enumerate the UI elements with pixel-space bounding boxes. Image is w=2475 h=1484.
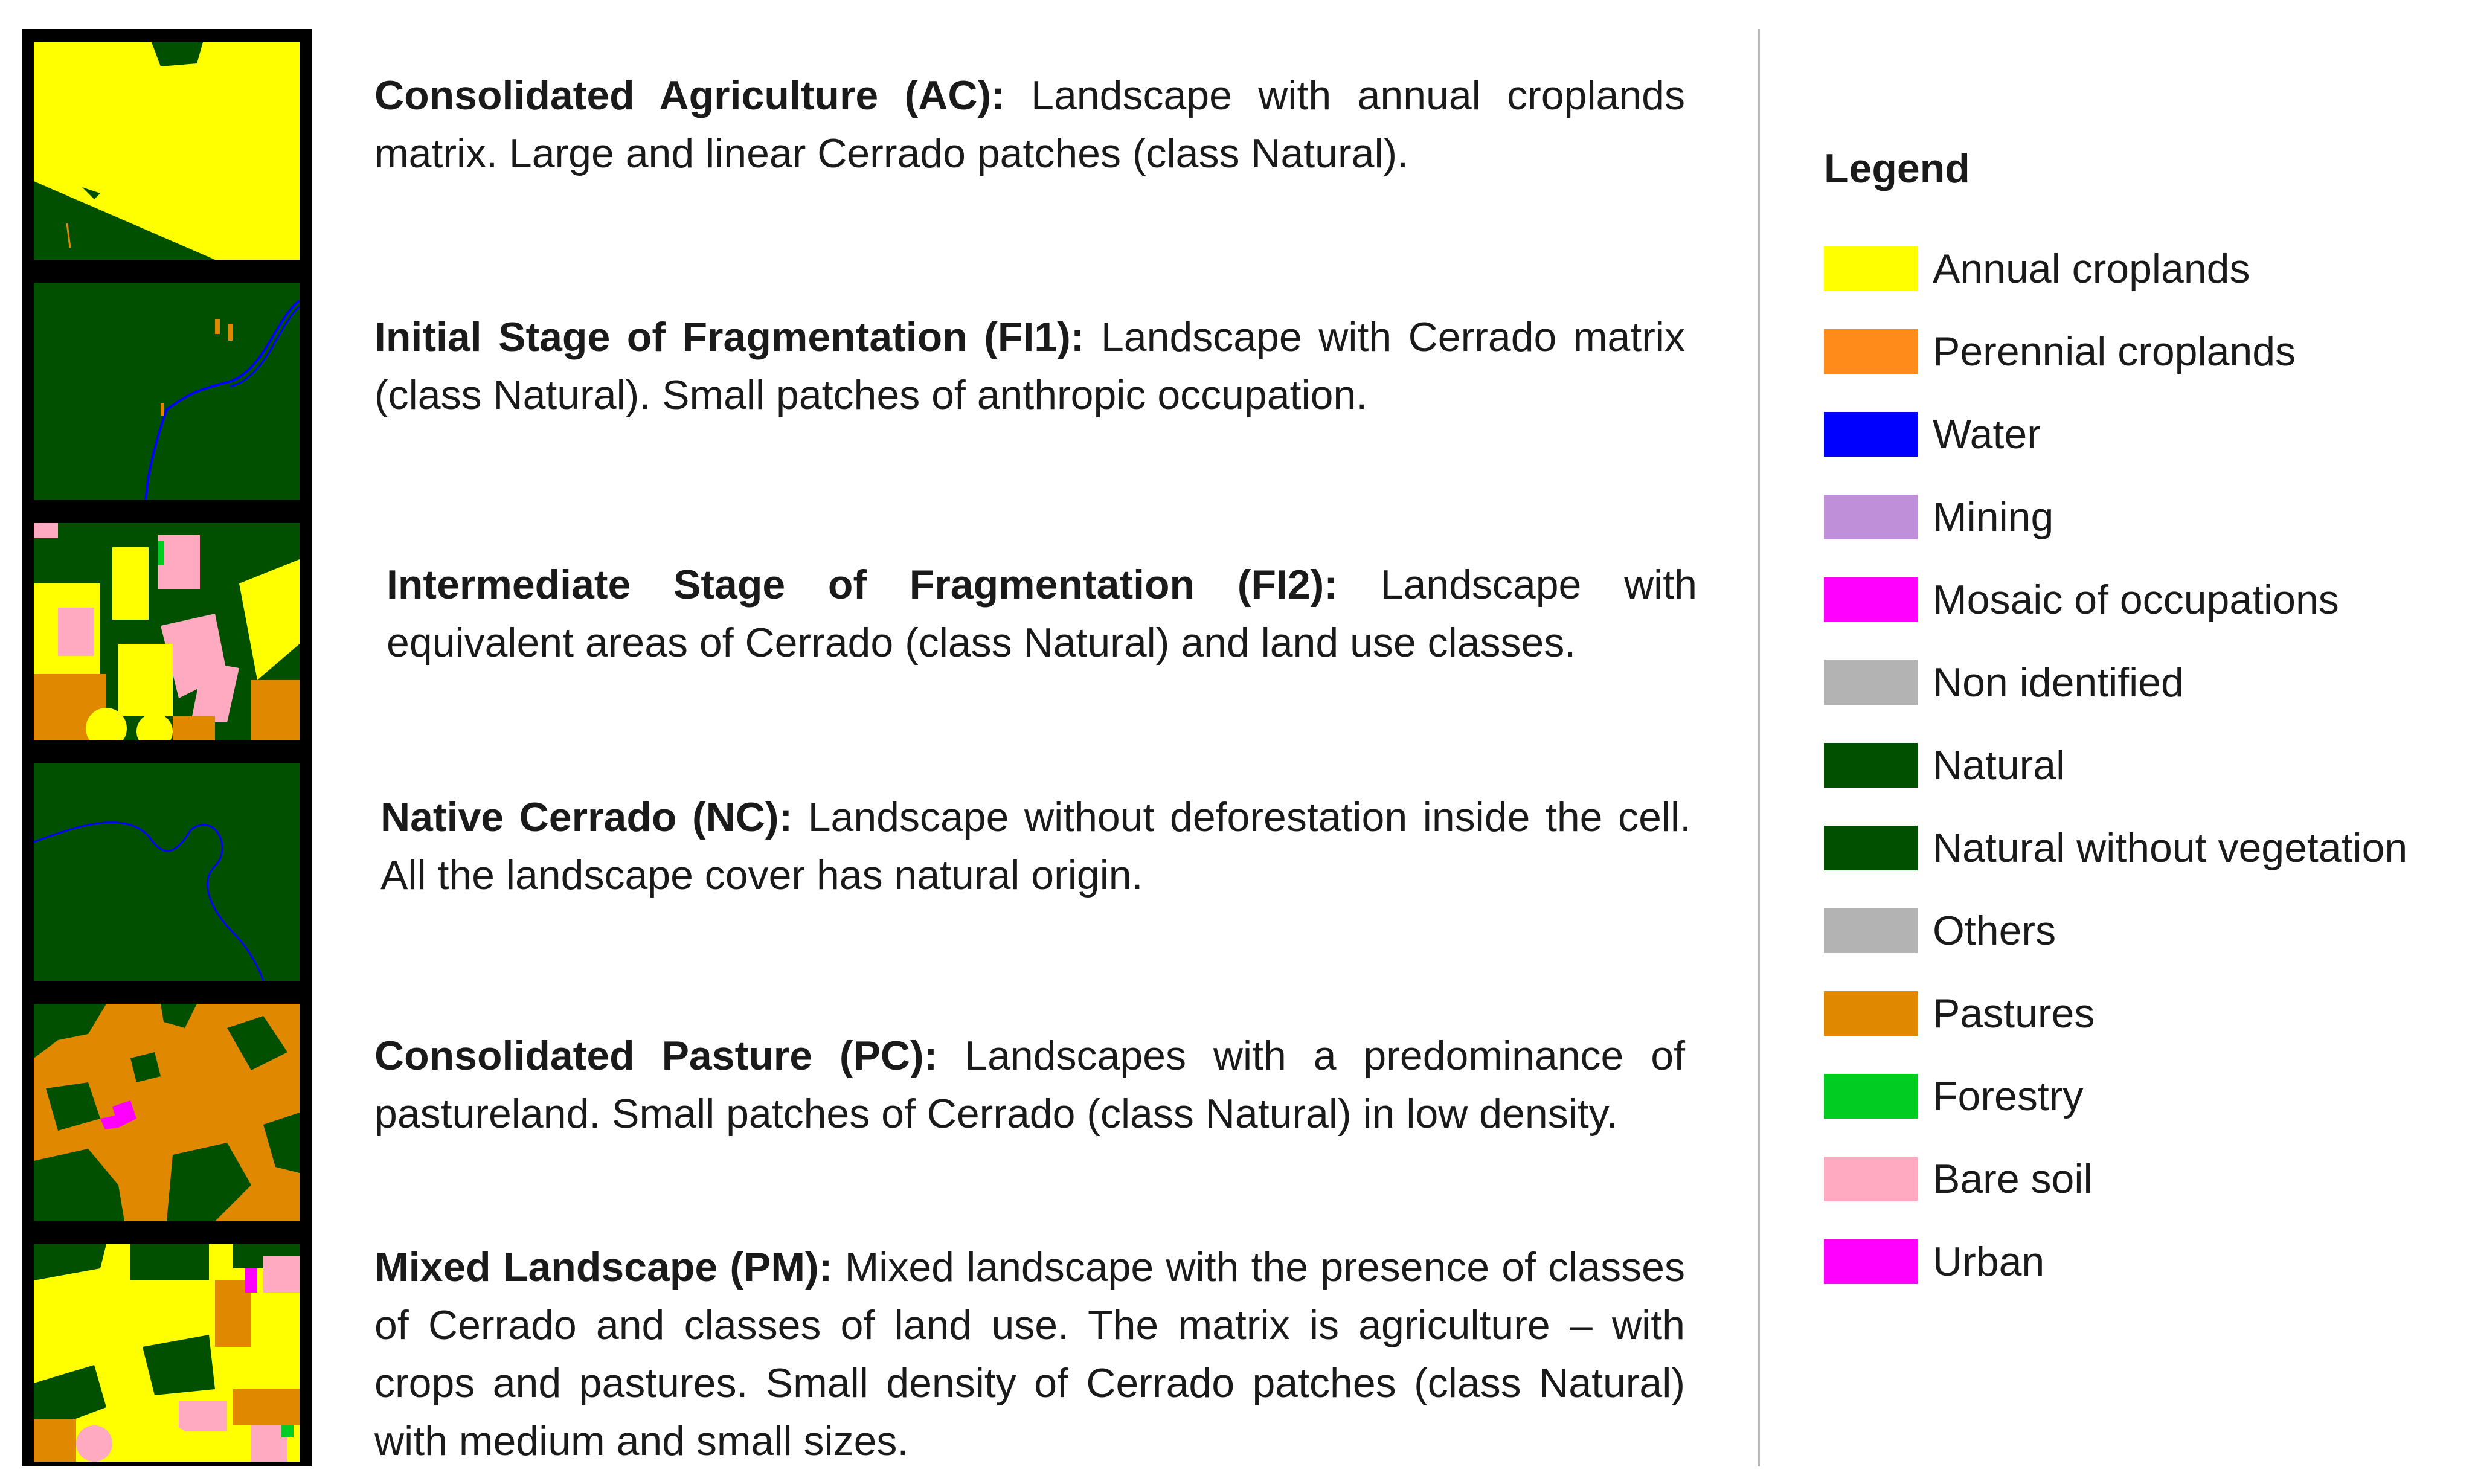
legend-swatch [1824,329,1918,374]
map-tile-fi2 [34,523,300,740]
legend-swatch [1824,826,1918,870]
map-tile-pm [34,1244,300,1462]
legend-label: Bare soil [1933,1156,2093,1202]
legend-label: Natural without vegetation [1933,825,2408,871]
legend-swatch [1824,495,1918,539]
legend-label: Others [1933,908,2056,954]
legend-swatch [1824,577,1918,622]
legend-swatch [1824,908,1918,953]
legend-label: Perennial croplands [1933,329,2296,374]
landscape-text: Mixed landscape with the presence of classes of Cerrado and classes of land use. The matrix is agriculture – with crops and pastures. Small density of Cerrado patches (class Natural) with medium and small sizes. [374,1244,1685,1464]
landscape-text: Landscape with annual croplands matrix. Large and linear Cerrado patches (class Natural). [374,72,1685,176]
legend-label: Water [1933,411,2041,457]
legend-label: Non identified [1933,660,2184,705]
landscape-text: Landscape without deforestation inside the cell. All the landscape cover has natural origin. [380,794,1691,898]
legend-label: Mosaic of occupations [1933,577,2339,623]
legend-swatch [1824,1157,1918,1201]
map-tile-fi1 [34,283,300,500]
legend-swatch [1824,991,1918,1036]
legend-label: Mining [1933,494,2054,540]
landscape-title: Consolidated Pasture (PC): [374,1033,938,1079]
map-pm-image [34,1244,300,1462]
map-ac-image [34,42,300,260]
legend-title: Legend [1824,146,1970,191]
legend-label: Pastures [1933,991,2095,1036]
legend-label: Forestry [1933,1073,2084,1119]
legend-swatch [1824,1074,1918,1119]
landscape-title: Native Cerrado (NC): [380,794,793,840]
map-nc-image [34,763,300,981]
map-tile-nc [34,763,300,981]
description-fi2 [387,556,1697,672]
map-fi2-image [34,523,300,740]
legend-label: Urban [1933,1239,2045,1285]
legend-swatch [1824,743,1918,788]
landscape-text: Landscape with Cerrado matrix (class Natural). Small patches of anthropic occupation. [374,314,1685,418]
description-pm [374,1238,1685,1470]
description-fi1 [374,308,1685,424]
map-pc-image [34,1004,300,1221]
landscape-text: Landscape with equivalent areas of Cerrado (class Natural) and land use classes. [387,562,1697,666]
legend-swatch [1824,412,1918,457]
legend-swatch [1824,246,1918,291]
landscape-title: Intermediate Stage of Fragmentation (FI2): [387,562,1338,608]
landscape-text: Landscapes with a predominance of pastureland. Small patches of Cerrado (class Natural) in low density. [374,1033,1685,1137]
description-ac [374,66,1685,182]
landscape-title: Mixed Landscape (PM): [374,1244,833,1290]
vertical-divider [1758,29,1760,1466]
legend-swatch [1824,660,1918,705]
landscape-map-strip [22,29,312,1466]
map-tile-pc [34,1004,300,1221]
map-tile-ac [34,42,300,260]
landscape-title: Consolidated Agriculture (AC): [374,72,1005,118]
description-nc [380,788,1691,904]
legend-label: Natural [1933,742,2066,788]
description-pc [374,1027,1685,1143]
legend-label: Annual croplands [1933,246,2250,292]
legend-swatch [1824,1239,1918,1284]
map-fi1-image [34,283,300,500]
landscape-title: Initial Stage of Fragmentation (FI1): [374,314,1085,360]
